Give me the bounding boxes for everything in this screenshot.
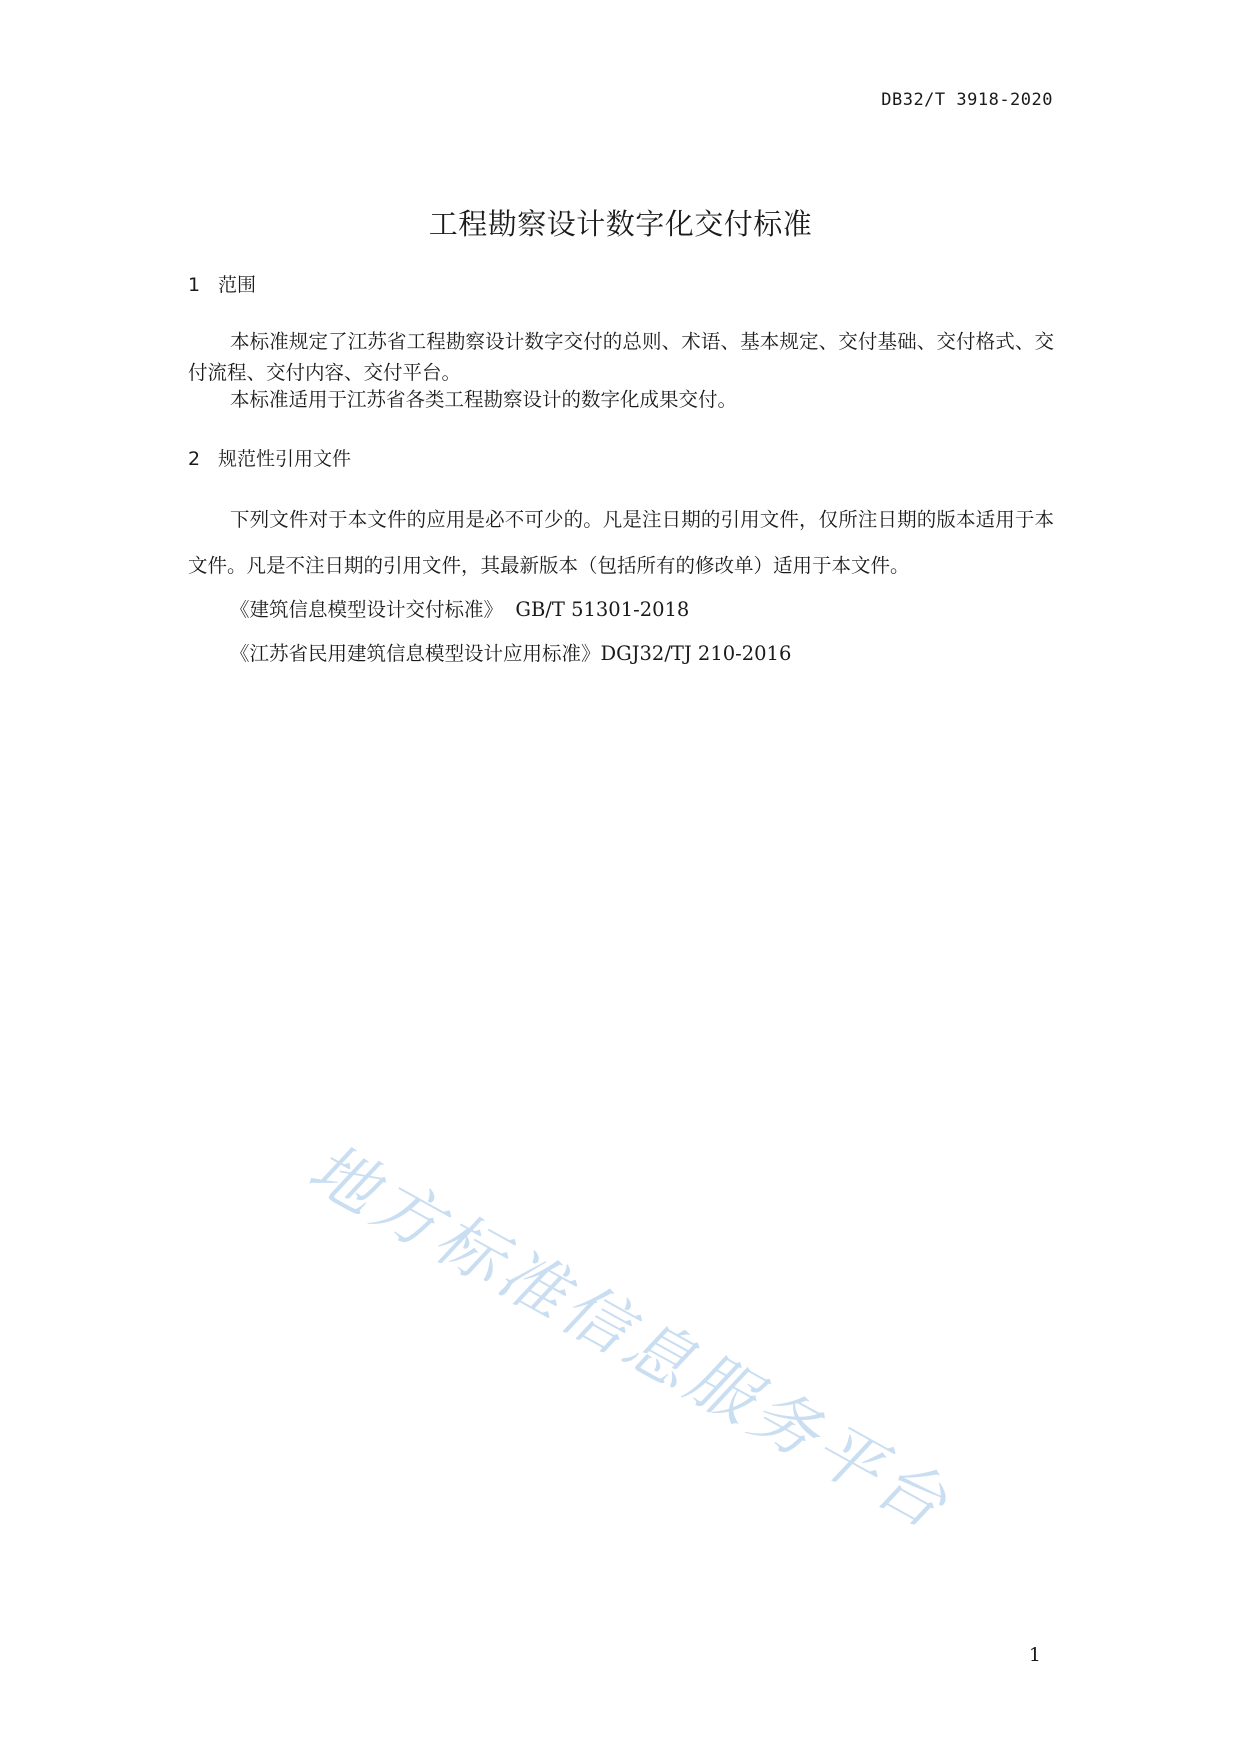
page-number: 1 [1028,1644,1041,1666]
section-number: 1 [188,274,201,296]
reference-item: 《建筑信息模型设计交付标准》 GB/T 51301-2018 [230,598,690,621]
section-number: 2 [188,448,201,470]
section-title: 规范性引用文件 [218,448,352,470]
section-1-heading [188,270,256,297]
section-1-paragraph-1: 本标准规定了江苏省工程勘察设计数字交付的总则、术语、基本规定、交付基础、交付格式、交付流程、交付内容、交付平台。 [188,330,1054,384]
section-1-paragraph-2: 本标准适用于江苏省各类工程勘察设计的数字化成果交付。 [230,388,738,411]
reference-item: 《江苏省民用建筑信息模型设计应用标准》DGJ32/TJ 210-2016 [230,642,792,665]
section-2-paragraph-1: 下列文件对于本文件的应用是必不可少的。凡是注日期的引用文件，仅所注日期的版本适用于本文件。凡是不注日期的引用文件，其最新版本（包括所有的修改单）适用于本文件。 [188,508,1054,577]
document-code: DB32/T 3918-2020 [881,90,1053,110]
section-title: 范围 [218,274,257,296]
watermark-text: 地方标准信息服务平台 [296,1129,964,1546]
document-title: 工程勘察设计数字化交付标准 [428,207,813,241]
section-2-heading [188,444,351,471]
